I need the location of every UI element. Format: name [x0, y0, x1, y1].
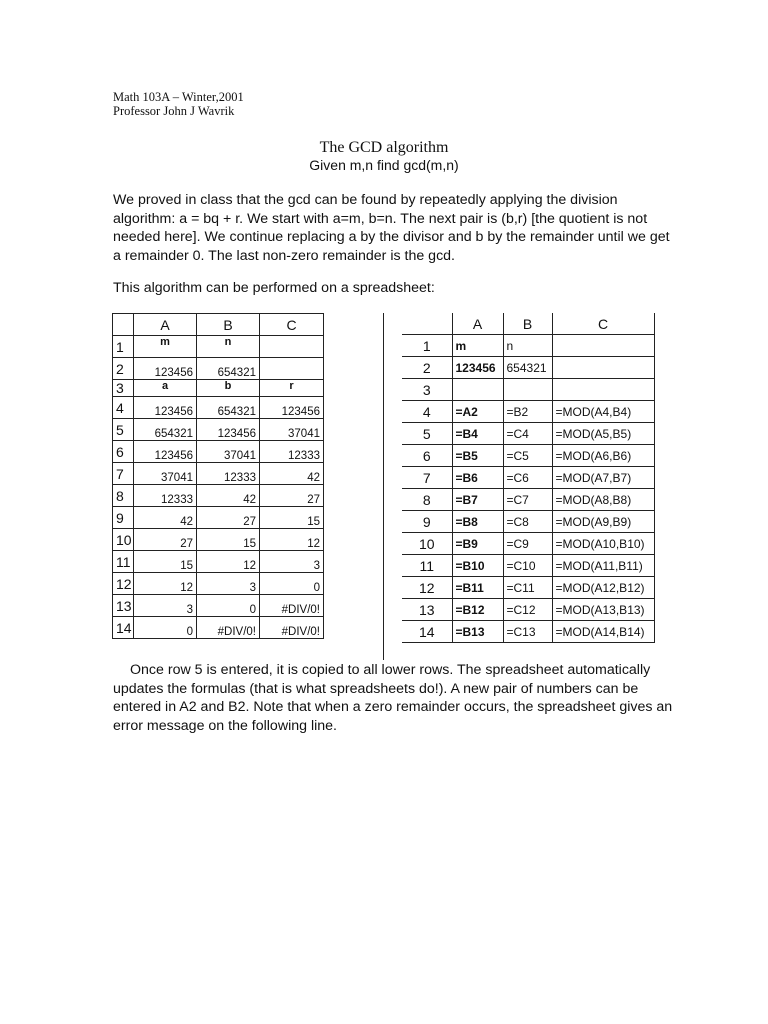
- table-divider: [383, 313, 384, 660]
- cell-b: 42: [197, 485, 260, 507]
- page-title: The GCD algorithm: [319, 139, 449, 156]
- cell-a: =B8: [452, 511, 503, 533]
- row-number: 12: [402, 577, 452, 599]
- cell-c: [552, 379, 654, 401]
- row-number: 12: [113, 573, 134, 595]
- formulas-spreadsheet: [402, 313, 655, 643]
- cell-b: 0: [197, 595, 260, 617]
- table-row: [113, 573, 324, 595]
- cell-b: =B2: [503, 401, 552, 423]
- course-line: Math 103A – Winter,2001: [113, 90, 244, 104]
- cell-a: m: [134, 336, 197, 358]
- cell-b: 15: [197, 529, 260, 551]
- page-subtitle: Given m,n find gcd(m,n): [309, 157, 459, 173]
- cell-c: 15: [260, 507, 324, 529]
- table-row: [402, 423, 654, 445]
- table-row: [402, 467, 654, 489]
- spreadsheet-intro: This algorithm can be performed on a spreadsheet:: [113, 280, 435, 296]
- row-number: 7: [402, 467, 452, 489]
- cell-c: #DIV/0!: [260, 595, 324, 617]
- row-number: 2: [113, 358, 134, 380]
- cell-a: =B13: [452, 621, 503, 643]
- cell-c: =MOD(A9,B9): [552, 511, 654, 533]
- row-number: 4: [402, 401, 452, 423]
- cell-b: =C12: [503, 599, 552, 621]
- cell-b: =C8: [503, 511, 552, 533]
- cell-a: =B5: [452, 445, 503, 467]
- row-number: 5: [113, 419, 134, 441]
- cell-c: 123456: [260, 397, 324, 419]
- cell-c: 12333: [260, 441, 324, 463]
- cell-c: =MOD(A7,B7): [552, 467, 654, 489]
- cell-a: =B7: [452, 489, 503, 511]
- cell-a: =B12: [452, 599, 503, 621]
- row-number: 10: [113, 529, 134, 551]
- cell-b: n: [503, 335, 552, 357]
- cell-c: =MOD(A4,B4): [552, 401, 654, 423]
- intro-paragraph: We proved in class that the gcd can be found by repeatedly applying the division algorithm: a = bq + r. We start with a=m, b=n. The next pair is (b,r) [the quotient is not needed here]. We continue replacing a by the divisor and b by the remainder until we get a remainder 0. The last non-zero remainder is the gcd.: [113, 192, 670, 264]
- row-number: 2: [402, 357, 452, 379]
- cell-b: =C6: [503, 467, 552, 489]
- cell-a: =B9: [452, 533, 503, 555]
- row-number: 1: [113, 336, 134, 358]
- cell-b: n: [197, 336, 260, 358]
- table-row: [402, 577, 654, 599]
- row-number: 13: [402, 599, 452, 621]
- row-number: 4: [113, 397, 134, 419]
- cell-b: 654321: [503, 357, 552, 379]
- cell-c: [552, 335, 654, 357]
- cell-c: 12: [260, 529, 324, 551]
- cell-a: 123456: [134, 358, 197, 380]
- values-spreadsheet: [112, 313, 324, 639]
- row-number: 6: [402, 445, 452, 467]
- cell-b: 3: [197, 573, 260, 595]
- table-row: [113, 595, 324, 617]
- row-number: 8: [113, 485, 134, 507]
- cell-c: 27: [260, 485, 324, 507]
- cell-c: =MOD(A5,B5): [552, 423, 654, 445]
- table-row: [113, 551, 324, 573]
- cell-a: =A2: [452, 401, 503, 423]
- table-row: [402, 489, 654, 511]
- row-number: 9: [113, 507, 134, 529]
- table-row: [113, 617, 324, 639]
- cell-c: #DIV/0!: [260, 617, 324, 639]
- cell-b: 654321: [197, 358, 260, 380]
- cell-a: 27: [134, 529, 197, 551]
- column-header: C: [552, 313, 654, 335]
- cell-b: =C13: [503, 621, 552, 643]
- cell-a: 123456: [134, 397, 197, 419]
- cell-b: #DIV/0!: [197, 617, 260, 639]
- row-number: 14: [402, 621, 452, 643]
- table-row: [113, 419, 324, 441]
- cell-c: 3: [260, 551, 324, 573]
- cell-b: 27: [197, 507, 260, 529]
- cell-b: 123456: [197, 419, 260, 441]
- cell-a: 654321: [134, 419, 197, 441]
- cell-a: =B6: [452, 467, 503, 489]
- cell-c: =MOD(A6,B6): [552, 445, 654, 467]
- row-number: 7: [113, 463, 134, 485]
- cell-b: =C4: [503, 423, 552, 445]
- cell-c: =MOD(A12,B12): [552, 577, 654, 599]
- table-row: [113, 358, 324, 380]
- cell-b: =C5: [503, 445, 552, 467]
- cell-a: 123456: [452, 357, 503, 379]
- row-number: 9: [402, 511, 452, 533]
- row-number: 5: [402, 423, 452, 445]
- cell-a: 12: [134, 573, 197, 595]
- cell-c: r: [260, 380, 324, 397]
- table-row: [113, 507, 324, 529]
- cell-b: =C9: [503, 533, 552, 555]
- column-header: B: [197, 314, 260, 336]
- cell-b: 12: [197, 551, 260, 573]
- cell-a: 15: [134, 551, 197, 573]
- table-row: [113, 463, 324, 485]
- row-number: 11: [113, 551, 134, 573]
- row-number: 11: [402, 555, 452, 577]
- cell-c: =MOD(A13,B13): [552, 599, 654, 621]
- professor-line: Professor John J Wavrik: [113, 104, 235, 118]
- header-row: [113, 314, 324, 336]
- cell-c: 0: [260, 573, 324, 595]
- closing-paragraph: Once row 5 is entered, it is copied to all lower rows. The spreadsheet automatically updates the formulas (that is what spreadsheets do!). A new pair of numbers can be entered in A2 and B2. Note that when a zero remainder occurs, the spreadsheet gives an error message on the following line.: [113, 662, 673, 734]
- row-number: 13: [113, 595, 134, 617]
- cell-a: 12333: [134, 485, 197, 507]
- cell-b: 37041: [197, 441, 260, 463]
- cell-c: [552, 357, 654, 379]
- cell-a: m: [452, 335, 503, 357]
- row-number: 6: [113, 441, 134, 463]
- table-row: [402, 445, 654, 467]
- cell-a: 0: [134, 617, 197, 639]
- cell-b: =C7: [503, 489, 552, 511]
- table-row: [113, 441, 324, 463]
- cell-b: 654321: [197, 397, 260, 419]
- cell-b: [503, 379, 552, 401]
- cell-a: 42: [134, 507, 197, 529]
- table-row: [113, 397, 324, 419]
- cell-c: 42: [260, 463, 324, 485]
- table-row: [113, 380, 324, 397]
- table-row: [402, 533, 654, 555]
- cell-b: =C11: [503, 577, 552, 599]
- corner-cell: [402, 313, 452, 335]
- row-number: 3: [113, 380, 134, 397]
- cell-b: b: [197, 380, 260, 397]
- row-number: 10: [402, 533, 452, 555]
- cell-c: =MOD(A10,B10): [552, 533, 654, 555]
- table-row: [113, 336, 324, 358]
- cell-c: =MOD(A14,B14): [552, 621, 654, 643]
- cell-c: =MOD(A8,B8): [552, 489, 654, 511]
- cell-c: [260, 336, 324, 358]
- cell-a: [452, 379, 503, 401]
- column-header: C: [260, 314, 324, 336]
- table-row: [402, 401, 654, 423]
- table-row: [402, 511, 654, 533]
- cell-b: =C10: [503, 555, 552, 577]
- cell-b: 12333: [197, 463, 260, 485]
- cell-a: 3: [134, 595, 197, 617]
- table-row: [402, 357, 654, 379]
- corner-cell: [113, 314, 134, 336]
- document-header: [113, 90, 244, 118]
- row-number: 3: [402, 379, 452, 401]
- row-number: 8: [402, 489, 452, 511]
- cell-a: =B4: [452, 423, 503, 445]
- table-row: [402, 621, 654, 643]
- cell-a: 37041: [134, 463, 197, 485]
- row-number: 1: [402, 335, 452, 357]
- header-row: [402, 313, 654, 335]
- cell-c: 37041: [260, 419, 324, 441]
- table-row: [402, 335, 654, 357]
- table-row: [113, 485, 324, 507]
- table-row: [402, 379, 654, 401]
- cell-c: [260, 358, 324, 380]
- cell-a: a: [134, 380, 197, 397]
- row-number: 14: [113, 617, 134, 639]
- column-header: A: [452, 313, 503, 335]
- cell-a: 123456: [134, 441, 197, 463]
- column-header: A: [134, 314, 197, 336]
- table-row: [402, 599, 654, 621]
- table-row: [402, 555, 654, 577]
- cell-a: =B10: [452, 555, 503, 577]
- cell-c: =MOD(A11,B11): [552, 555, 654, 577]
- cell-a: =B11: [452, 577, 503, 599]
- column-header: B: [503, 313, 552, 335]
- table-row: [113, 529, 324, 551]
